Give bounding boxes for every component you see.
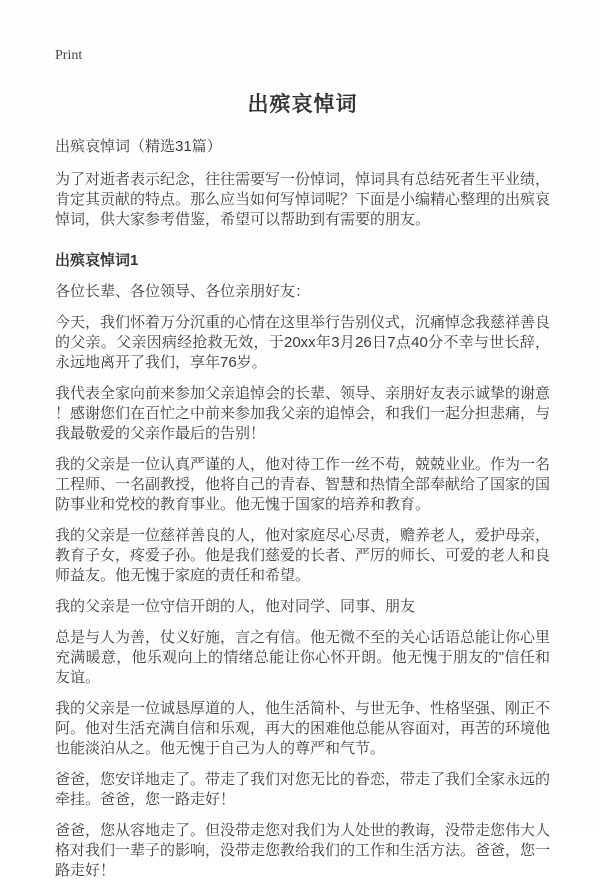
paragraph: 我的父亲是一位诚恳厚道的人，他生活简朴、与世无争、性格坚强、刚正不阿。他对生活充满自信和乐观，再大的困难他总能从容面对，再苦的环境他也能淡泊从之。他无愧于自己为人的尊严和气节。 [55,700,551,757]
page-title: 出殡哀悼词 [247,93,358,116]
paragraph: 爸爸，您安详地走了。带走了我们对您无比的眷恋，带走了我们全家永远的牵挂。爸爸，您一路走好！ [55,771,551,808]
paragraph: 我的父亲是一位认真严谨的人，他对待工作一丝不苟，兢兢业业。作为一名工程师、一名副教授，他将自己的青春、智慧和热情全部奉献给了国家的国防事业和党校的教育事业。他无愧于国家的培养和教育。 [55,456,551,513]
section-heading-1: 出殡哀悼词1 [55,252,139,269]
paragraph: 我代表全家向前来参加父亲追悼会的长辈、领导、亲朋好友表示诚挚的谢意！感谢您们在百忙之中前来参加我父亲的追悼会，和我们一起分担悲痛，与我最敬爱的父亲作最后的告别！ [55,385,551,442]
paragraph: 爸爸，您从容地走了。但没带走您对我们为人处世的教诲，没带走您伟大人格对我们一辈子的影响，没带走您教给我们的工作和生活方法。爸爸，您一路走好！ [55,822,551,879]
print-link[interactable]: Print [55,48,83,63]
paragraph: 总是与人为善，仗义好施，言之有信。他无微不至的关心话语总能让你心里充满暖意，他乐观向上的情绪总能让你心怀开朗。他无愧于朋友的"信任和友谊。 [55,629,551,686]
paragraph: 今天，我们怀着万分沉重的心情在这里举行告别仪式，沉痛悼念我慈祥善良的父亲。父亲因病经抢救无效，于20xx年3月26日7点40分不幸与世长辞，永远地离开了我们，享年76岁。 [55,314,551,371]
paragraph-salutation: 各位长辈、各位领导、各位亲朋好友： [55,283,311,300]
doc-subtitle: 出殡哀悼词（精选31篇） [55,138,222,155]
intro-paragraph: 为了对逝者表示纪念，往往需要写一份悼词，悼词具有总结死者生平业绩，肯定其贡献的特点。那么应当如何写悼词呢？下面是小编精心整理的出殡哀悼词，供大家参考借鉴，希望可以帮助到有需要的朋友。 [55,171,551,228]
paragraph: 我的父亲是一位慈祥善良的人，他对家庭尽心尽责，赡养老人，爱护母亲，教育子女，疼爱子孙。他是我们慈爱的长者、严厉的师长、可爱的老人和良师益友。他无愧于家庭的责任和希望。 [55,527,551,584]
paragraph: 我的父亲是一位守信开朗的人，他对同学、同事、朋友 [55,598,416,615]
